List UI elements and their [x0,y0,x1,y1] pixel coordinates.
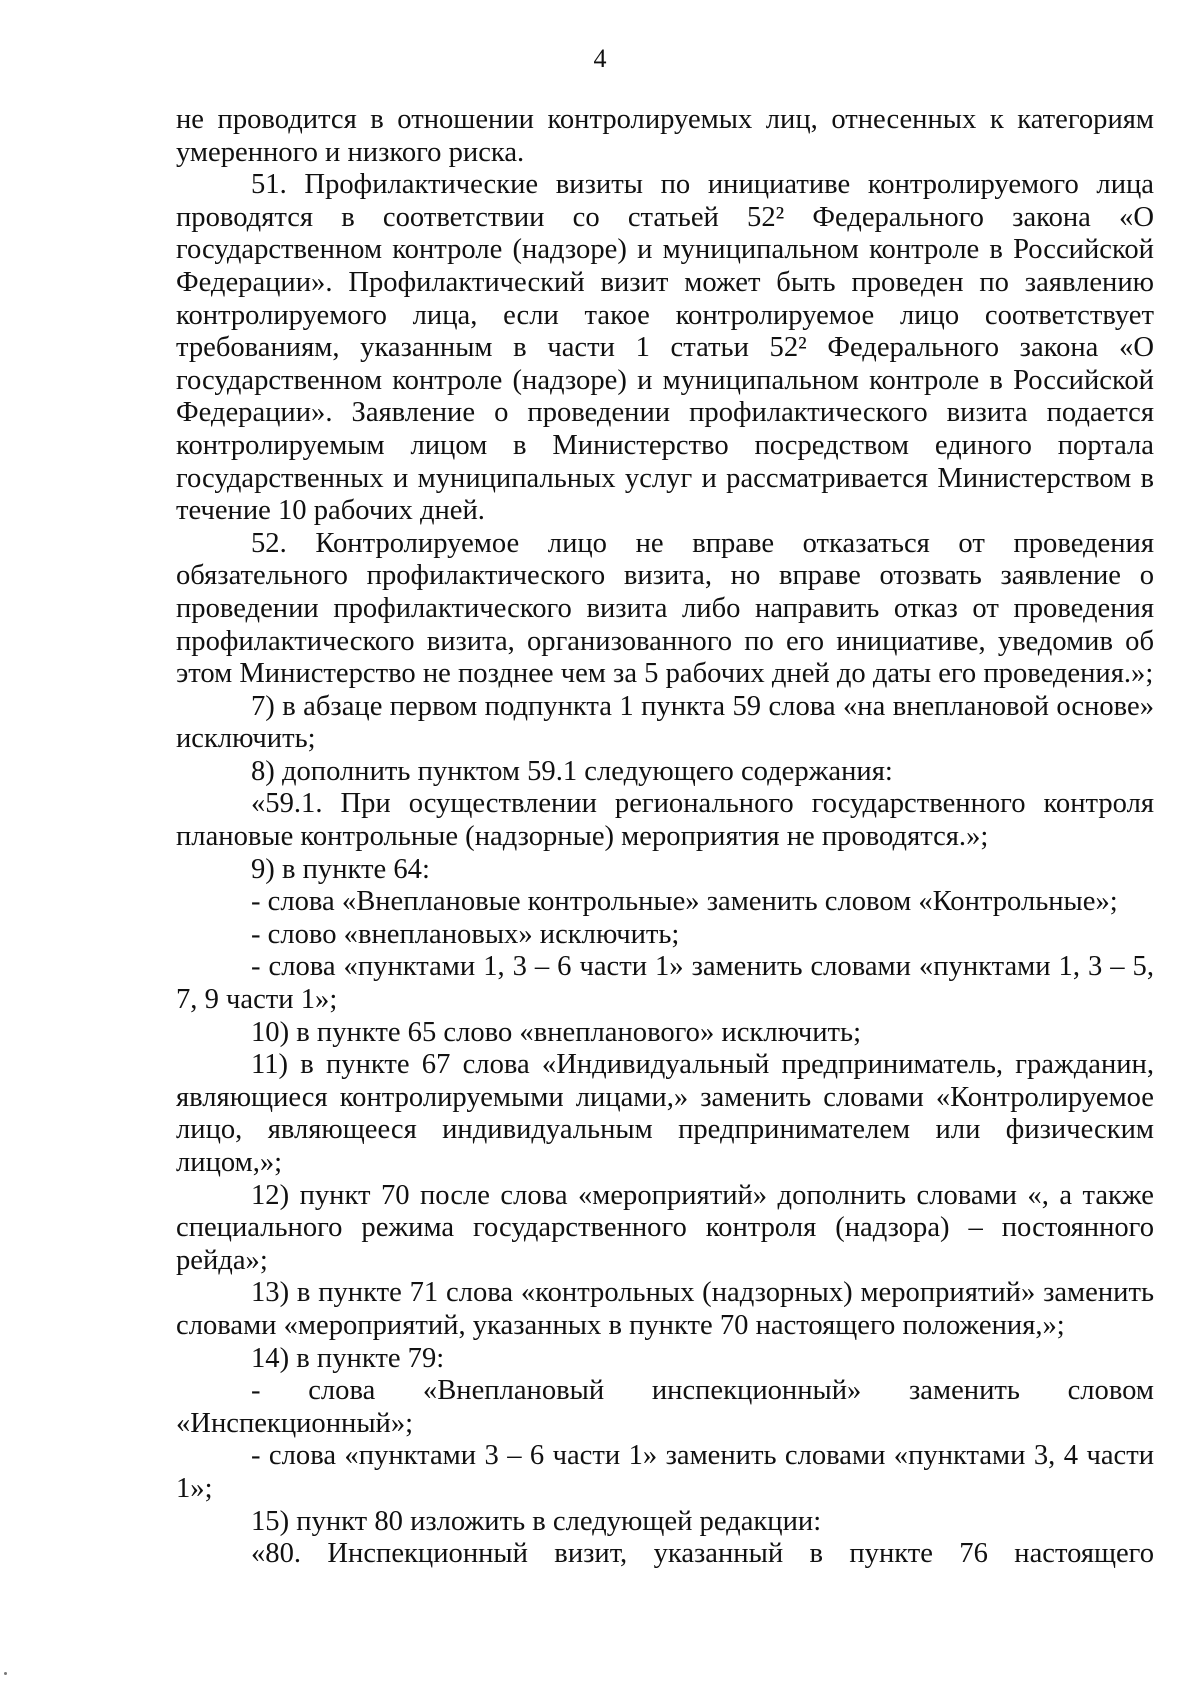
paragraph-item-80: «80. Инспекционный визит, указанный в пункте 76 настоящего [251,1538,1154,1570]
document-body [176,104,1154,1571]
paragraph-item-59-1: «59.1. При осуществлении регионального государственного контроля плановые контрольные (надзорные) мероприятия не проводятся.»; [176,788,1154,853]
paragraph-amendment-14-b: - слова «пунктами 3 – 6 части 1» заменить словами «пунктами 3, 4 части 1»; [176,1440,1154,1504]
paragraph-amendment-9: 9) в пункте 64: [251,853,430,885]
paragraph-amendment-13: 13) в пункте 71 слова «контрольных (надзорных) мероприятий» заменить словами «мероприятий, указанных в пункте 70 настоящего положения,»; [176,1277,1154,1341]
paragraph-amendment-15: 15) пункт 80 изложить в следующей редакции: [251,1505,822,1537]
paragraph-amendment-8: 8) дополнить пунктом 59.1 следующего содержания: [251,755,893,787]
paragraph-amendment-14-a: - слова «Внеплановый инспекционный» заменить словом «Инспекционный»; [176,1375,1154,1439]
paragraph-amendment-14: 14) в пункте 79: [251,1342,445,1374]
paragraph-continuation: не проводится в отношении контролируемых лиц, отнесенных к категориям умеренного и низкого риска. [176,104,1154,168]
paragraph-amendment-11: 11) в пункте 67 слова «Индивидуальный предприниматель, гражданин, являющиеся контролируемыми лицами,» заменить словами «Контролируемое лицо, являющееся индивидуальным предпринимателем или физическим лицом,»; [176,1049,1154,1178]
paragraph-amendment-9-a: - слова «Внеплановые контрольные» заменить словом «Контрольные»; [251,886,1118,918]
scan-artifact-dot [4,1672,7,1675]
paragraph-amendment-10: 10) в пункте 65 слово «внепланового» исключить; [251,1016,862,1048]
paragraph-amendment-9-b: - слово «внеплановых» исключить; [251,918,680,950]
paragraph-amendment-9-c: - слова «пунктами 1, 3 – 6 части 1» заменить словами «пунктами 1, 3 – 5, 7, 9 части 1»; [176,951,1154,1016]
paragraph-amendment-12: 12) пункт 70 после слова «мероприятий» дополнить словами «, а также специального режима государственного контроля (надзора) – постоянного рейда»; [176,1179,1154,1276]
paragraph-item-52: 52. Контролируемое лицо не вправе отказаться от проведения обязательного профилактического визита, но вправе отозвать заявление о проведении профилактического визита либо направить отказ от проведения профилактического визита, организованного по его инициативе, уведомив об этом Министерство не позднее чем за 5 рабочих дней до даты его проведения.»; [176,527,1154,690]
page-number: 4 [593,44,607,73]
paragraph-amendment-7: 7) в абзаце первом подпункта 1 пункта 59 слова «на внеплановой основе» исключить; [176,690,1154,755]
paragraph-item-51: 51. Профилактические визиты по инициативе контролируемого лица проводятся в соответствии со статьей 52² Федерального закона «О государственном контроле (надзоре) и муниципальном контроле в Российской Федерации». Профилактический визит может быть проведен по заявлению контролируемого лица, если такое контролируемое лицо соответствует требованиям, указанным в части 1 статьи 52² Федерального закона «О государственном контроле (надзоре) и муниципальном контроле в Российской Федерации». Заявление о проведении профилактического визита подается контролируемым лицом в Министерство посредством единого портала государственных и муниципальных услуг и рассматривается Министерством в течение 10 рабочих дней. [176,169,1154,527]
